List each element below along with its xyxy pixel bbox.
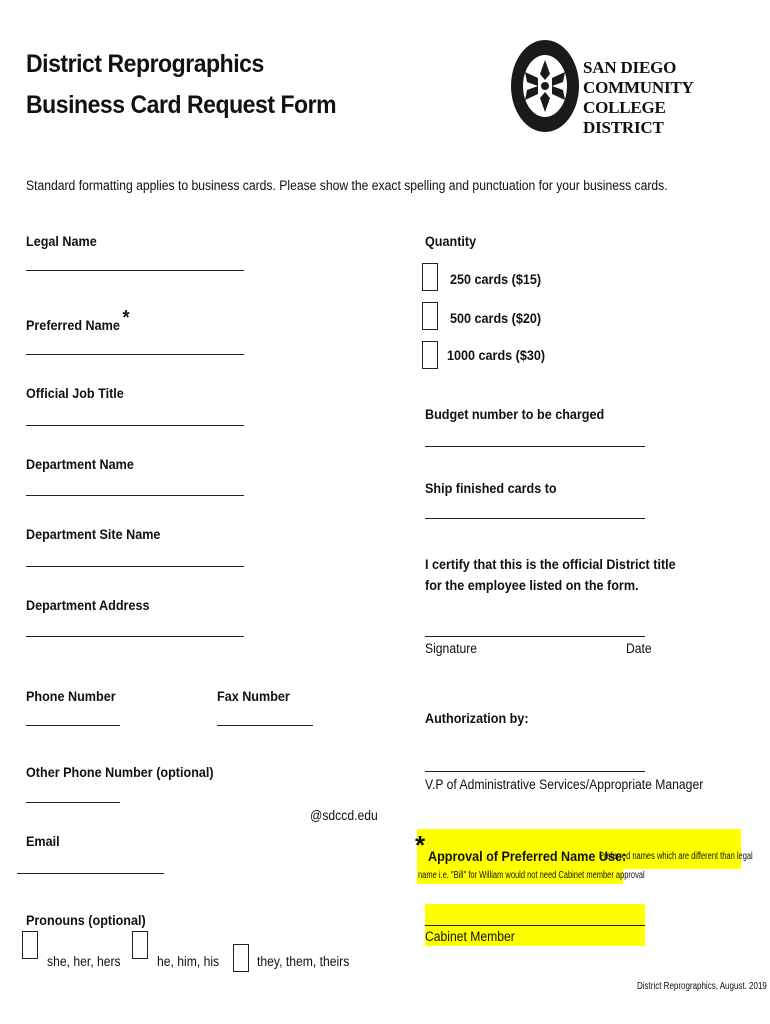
pronoun-he-label: he, him, his	[157, 954, 220, 969]
other-phone-label: Other Phone Number (optional)	[26, 764, 214, 780]
form-title-line1: District Reprographics	[26, 50, 264, 78]
authorization-field[interactable]	[425, 771, 645, 772]
quantity-1000-checkbox[interactable]	[422, 341, 438, 369]
pronouns-label: Pronouns (optional)	[26, 912, 146, 928]
cabinet-signature-field[interactable]	[425, 925, 645, 926]
pronoun-she-label: she, her, hers	[47, 954, 121, 969]
department-site-field[interactable]	[26, 566, 244, 567]
quantity-250-label: 250 cards ($15)	[450, 271, 542, 287]
quantity-1000-label: 1000 cards ($30)	[447, 347, 546, 363]
certify-text: I certify that this is the official District title for the employee listed on the form.	[425, 556, 676, 593]
district-logo-text	[583, 58, 770, 138]
pronoun-they-label: they, them, theirs	[257, 954, 350, 969]
fax-field[interactable]	[217, 725, 313, 726]
approval-asterisk: *	[415, 830, 426, 860]
pronoun-he-checkbox[interactable]	[132, 931, 148, 959]
ship-field[interactable]	[425, 518, 645, 519]
signature-label: Signature	[425, 641, 478, 656]
job-title-field[interactable]	[26, 425, 244, 426]
preferred-name-label	[26, 307, 130, 336]
district-seal-logo	[509, 36, 581, 136]
phone-label: Phone Number	[26, 688, 116, 704]
vp-label: V.P of Administrative Services/Appropriate Manager	[425, 777, 704, 792]
intro-text: Standard formatting applies to business cards. Please show the exact spelling and punctuation for your business cards.	[26, 178, 668, 193]
department-name-label: Department Name	[26, 456, 134, 472]
pronoun-they-checkbox[interactable]	[233, 944, 249, 972]
other-phone-field[interactable]	[26, 802, 120, 803]
budget-field[interactable]	[425, 446, 645, 447]
date-label: Date	[626, 641, 652, 656]
logo-line2: COMMUNITY COLLEGE	[583, 78, 693, 117]
approval-title: Approval of Preferred Name Use:	[428, 848, 627, 864]
form-title-line2: Business Card Request Form	[26, 91, 337, 119]
logo-line3: DISTRICT	[583, 118, 664, 137]
quantity-500-label: 500 cards ($20)	[450, 310, 542, 326]
authorization-label: Authorization by:	[425, 710, 529, 726]
approval-note-line2: name i.e. "Bill" for William would not need Cabinet member approval	[418, 870, 645, 881]
quantity-250-checkbox[interactable]	[422, 263, 438, 291]
fax-label: Fax Number	[217, 688, 290, 704]
approval-note-line1: Preferred names which are different than legal	[599, 851, 753, 862]
email-label: Email	[26, 833, 60, 849]
quantity-label: Quantity	[425, 233, 477, 249]
job-title-label: Official Job Title	[26, 385, 124, 401]
preferred-name-field[interactable]	[26, 354, 244, 355]
quantity-500-checkbox[interactable]	[422, 302, 438, 330]
email-field[interactable]	[17, 873, 164, 874]
department-name-field[interactable]	[26, 495, 244, 496]
cabinet-label: Cabinet Member	[425, 929, 515, 944]
legal-name-field[interactable]	[26, 270, 244, 271]
department-site-label: Department Site Name	[26, 526, 161, 542]
logo-line1: SAN DIEGO	[583, 58, 677, 77]
department-address-label: Department Address	[26, 597, 150, 613]
email-domain: @sdccd.edu	[310, 808, 378, 823]
budget-label: Budget number to be charged	[425, 406, 605, 422]
signature-field[interactable]	[425, 636, 645, 637]
phone-field[interactable]	[26, 725, 120, 726]
ship-label: Ship finished cards to	[425, 480, 557, 496]
preferred-name-text: Preferred Name	[26, 317, 120, 333]
department-address-field[interactable]	[26, 636, 244, 637]
legal-name-label: Legal Name	[26, 233, 97, 249]
pronoun-she-checkbox[interactable]	[22, 931, 38, 959]
preferred-name-asterisk: *	[122, 307, 130, 329]
footer-text: District Reprographics, August. 2019	[637, 981, 767, 992]
